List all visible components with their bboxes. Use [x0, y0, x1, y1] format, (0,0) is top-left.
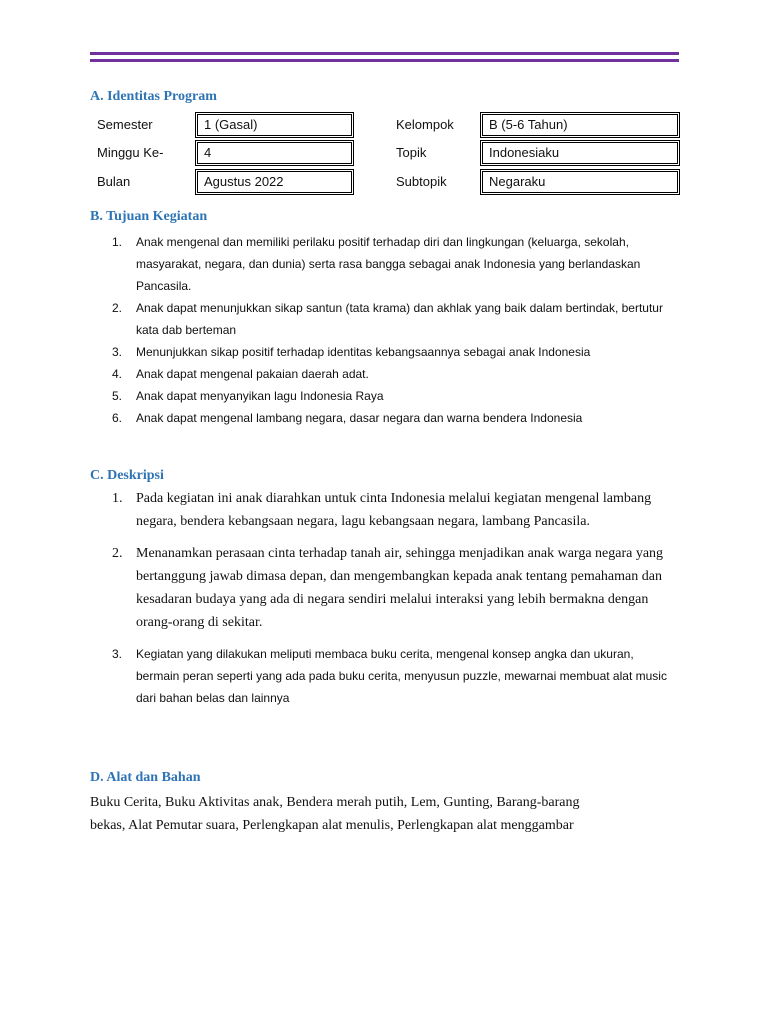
topik-label: Topik — [396, 145, 427, 160]
list-text: Pada kegiatan ini anak diarahkan untuk cinta Indonesia melalui kegiatan mengenal lambang negara, bendera kebangsaan negara, lagu kebangsaan negara, lambang Pancasila. — [136, 491, 652, 529]
list-number: 2. — [112, 546, 123, 561]
deskripsi-list — [112, 487, 672, 709]
bulan-field: Agustus 2022 — [197, 171, 352, 193]
section-d-heading: D. Alat dan Bahan — [90, 770, 201, 785]
top-rule-secondary — [90, 59, 679, 62]
top-rule — [90, 52, 679, 55]
section-c-heading: C. Deskripsi — [90, 468, 164, 483]
semester-field: 1 (Gasal) — [197, 114, 352, 136]
list-number: 3. — [112, 345, 123, 359]
list-number: 1. — [112, 235, 123, 249]
list-number: 3. — [112, 647, 123, 661]
list-text: Anak dapat mengenal lambang negara, dasar negara dan warna bendera Indonesia — [136, 411, 583, 425]
list-item — [112, 231, 672, 297]
list-text: Anak dapat menunjukkan sikap santun (tata krama) dan akhlak yang baik dalam bertindak, bertutur kata dab berteman — [136, 301, 663, 337]
list-text: Anak dapat menyanyikan lagu Indonesia Raya — [136, 389, 384, 403]
kelompok-label: Kelompok — [396, 117, 454, 132]
list-item — [112, 385, 672, 407]
list-number: 6. — [112, 411, 123, 425]
list-number: 5. — [112, 389, 123, 403]
alat-bahan-text: Buku Cerita, Buku Aktivitas anak, Bendera merah putih, Lem, Gunting, Barang-barang bekas, Alat Pemutar suara, Perlengkapan alat menulis, Perlengkapan alat menggambar — [90, 795, 580, 833]
section-b-heading: B. Tujuan Kegiatan — [90, 209, 208, 224]
list-text: Anak dapat mengenal pakaian daerah adat. — [136, 367, 369, 381]
list-item — [112, 363, 672, 385]
tujuan-list — [112, 231, 672, 429]
kelompok-field: B (5-6 Tahun) — [482, 114, 678, 136]
list-text: Kegiatan yang dilakukan meliputi membaca buku cerita, mengenal konsep angka dan ukuran, bermain peran seperti yang ada pada buku cerita, menyusun puzzle, mewarnai membuat alat music dari bahan belas dan lainnya — [136, 647, 667, 705]
list-text: Menunjukkan sikap positif terhadap identitas kebangsaannya sebagai anak Indonesia — [136, 345, 591, 359]
list-item — [112, 297, 672, 341]
section-a-heading: A. Identitas Program — [90, 89, 217, 104]
bulan-label: Bulan — [97, 174, 131, 189]
list-item — [112, 542, 672, 634]
list-number: 2. — [112, 301, 123, 315]
subtopik-field: Negaraku — [482, 171, 678, 193]
minggu-field: 4 — [197, 142, 352, 164]
semester-label: Semester — [97, 117, 153, 132]
list-number: 4. — [112, 367, 123, 381]
minggu-label: Minggu Ke- — [97, 145, 164, 160]
list-item — [112, 341, 672, 363]
subtopik-label: Subtopik — [396, 174, 447, 189]
list-text: Menanamkan perasaan cinta terhadap tanah air, sehingga menjadikan anak warga negara yang bertanggung jawab dimasa depan, dan mengembangkan kepada anak tentang pemahaman dan kesadaran budaya yang ada di negara sendiri melalui interaksi yang lebih bermakna dengan orang-orang di sekitar. — [136, 546, 664, 630]
list-item — [112, 487, 672, 533]
list-number: 1. — [112, 491, 123, 506]
topik-field: Indonesiaku — [482, 142, 678, 164]
list-text: Anak mengenal dan memiliki perilaku positif terhadap diri dan lingkungan (keluarga, sekolah, masyarakat, negara, dan dunia) serta rasa bangga sebagai anak Indonesia yang berlandaskan Pancasila. — [136, 235, 641, 293]
list-item — [112, 407, 672, 429]
list-item — [112, 643, 672, 709]
